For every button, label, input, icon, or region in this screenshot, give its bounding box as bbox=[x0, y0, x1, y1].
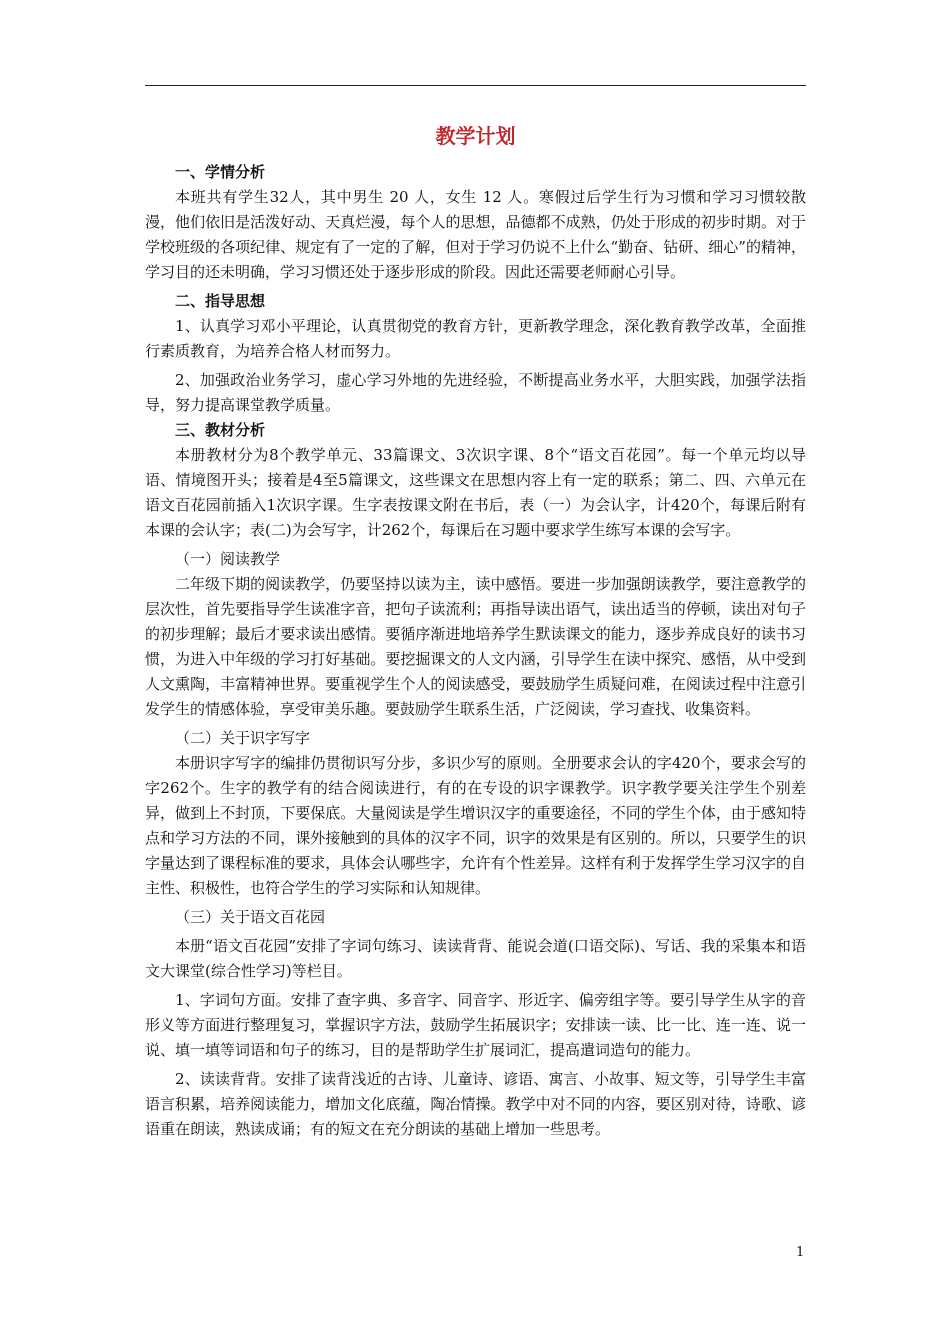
section-heading-situation: 一、学情分析 bbox=[175, 163, 266, 181]
paragraph-reading: 二年级下期的阅读教学，仍要坚持以读为主，读中感悟。要进一步加强朗读教学，要注意教学的层次性，首先要指导学生读准字音，把句子读流利；再指导读出语气，读出适当的停顿，读出对句子的初步理解；最后才要求读出感情。要循序渐进地培养学生默读课文的能力，逐步养成良好的读书习惯，为进入中年级的学习打好基础。要挖掘课文的人文内涵，引导学生在读中探究、感悟，从中受到人文熏陶，丰富精神世界。要重视学生个人的阅读感受，要鼓励学生质疑问难，在阅读过程中注意引发学生的情感体验，享受审美乐趣。要鼓励学生联系生活，广泛阅读，学习查找、收集资料。 bbox=[145, 575, 806, 718]
document-body bbox=[145, 118, 806, 1142]
subheading-literacy: （二）关于识字写字 bbox=[175, 729, 311, 747]
subheading-garden: （三）关于语文百花园 bbox=[175, 908, 326, 926]
section-heading-textbook: 三、教材分析 bbox=[175, 421, 266, 439]
paragraph-situation: 本班共有学生32人，其中男生 20 人，女生 12 人。寒假过后学生行为习惯和学习习惯较散漫，他们依旧是活泼好动、天真烂漫，每个人的思想，品德都不成熟，仍处于形成的初步时期。对于学校班级的各项纪律、规定有了一定的了解，但对于学习仍说不上什么“勤奋、钻研、细心”的精神，学习目的还未明确，学习习惯还处于逐步形成的阶段。因此还需要老师耐心引导。 bbox=[145, 188, 806, 281]
header-rule bbox=[145, 85, 806, 86]
paragraph-garden-words: 1、字词句方面。安排了查字典、多音字、同音字、形近字、偏旁组字等。要引导学生从字的音形义等方面进行整理复习，掌握识字方法，鼓励学生拓展识字；安排读一读、比一比、连一连、说一说、填一填等词语和句子的练习，目的是帮助学生扩展词汇，提高遣词造句的能力。 bbox=[145, 991, 806, 1059]
document-title: 教学计划 bbox=[435, 124, 516, 148]
page-number: 1 bbox=[796, 1245, 805, 1260]
paragraph-guiding-2: 2、加强政治业务学习，虚心学习外地的先进经验，不断提高业务水平，大胆实践，加强学法指导，努力提高课堂教学质量。 bbox=[145, 371, 806, 414]
paragraph-guiding-1: 1、认真学习邓小平理论，认真贯彻党的教育方针，更新教学理念，深化教育教学改革，全面推行素质教育，为培养合格人材而努力。 bbox=[145, 317, 806, 360]
paragraph-garden-recite: 2、读读背背。安排了读背浅近的古诗、儿童诗、谚语、寓言、小故事、短文等，引导学生丰富语言积累，培养阅读能力，增加文化底蕴，陶冶情操。教学中对不同的内容，要区别对待，诗歌、谚语重在朗读，熟读成诵；有的短文在充分朗读的基础上增加一些思考。 bbox=[145, 1070, 806, 1138]
section-heading-guiding: 二、指导思想 bbox=[175, 292, 266, 310]
paragraph-garden-intro: 本册“语文百花园”安排了字词句练习、读读背背、能说会道(口语交际)、写话、我的采集本和语文大课堂(综合性学习)等栏目。 bbox=[145, 937, 806, 980]
paragraph-textbook: 本册教材分为8个教学单元、33篇课文、3次识字课、8个“语文百花园”。每一个单元均以导语、情境图开头；接着是4至5篇课文，这些课文在思想内容上有一定的联系；第二、四、六单元在语文百花园前插入1次识字课。生字表按课文附在书后，表（一）为会认字，计420个，每课后附有本课的会认字；表(二)为会写字，计262个，每课后在习题中要求学生练写本课的会写字。 bbox=[145, 446, 806, 539]
subheading-reading: （一）阅读教学 bbox=[175, 550, 281, 568]
paragraph-literacy: 本册识字写字的编排仍贯彻识写分步，多识少写的原则。全册要求会认的字420个，要求会写的字262个。生字的教学有的结合阅读进行，有的在专设的识字课教学。识字教学要关注学生个别差异，做到上不封顶，下要保底。大量阅读是学生增识汉字的重要途径，不同的学生个体，由于感知特点和学习方法的不同，课外接触到的具体的汉字不同，识字的效果是有区别的。所以，只要学生的识字量达到了课程标准的要求，具体会认哪些字，允许有个性差异。这样有利于发挥学生学习汉字的自主性、积极性，也符合学生的学习实际和认知规律。 bbox=[145, 754, 806, 897]
